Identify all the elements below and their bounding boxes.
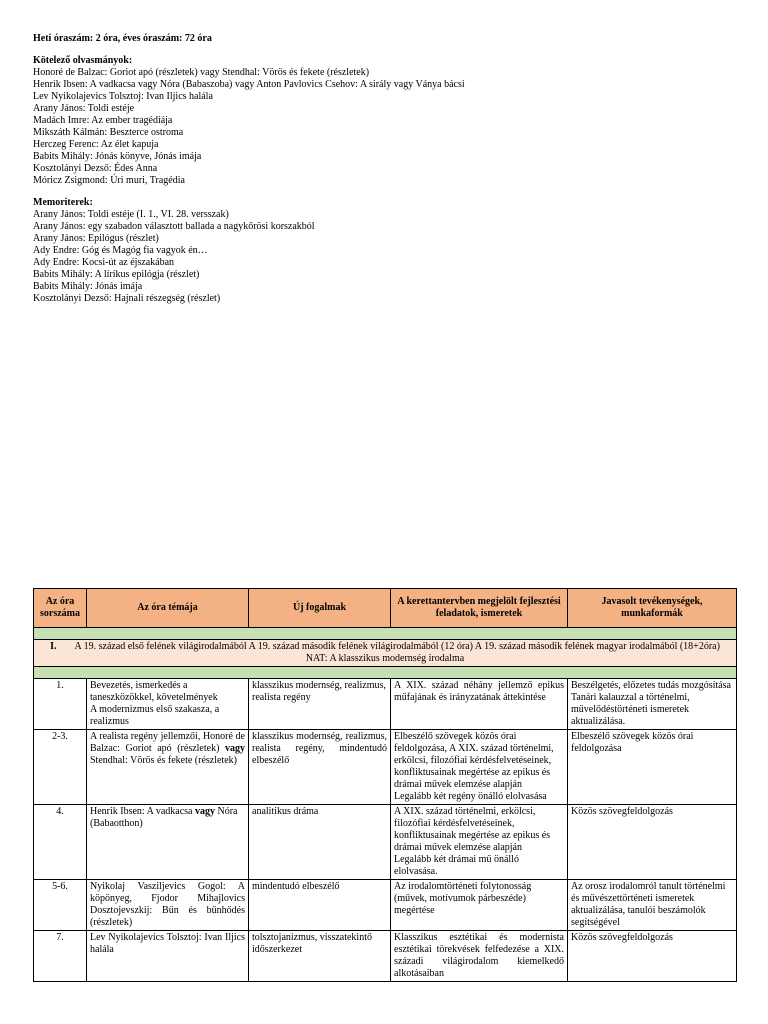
lesson-concepts: tolsztojanizmus, visszatekintő időszerkezet bbox=[249, 931, 391, 982]
lesson-activities: Az orosz irodalomról tanult történelmi és művészettörténeti ismeretek aktualizálása, tanulói beszámolók segítségével bbox=[568, 880, 737, 931]
lesson-tasks: Klasszikus esztétikai és modernista esztétikai törekvések felfedezése a XIX. századi világirodalom kiemelkedő alkotásaiban bbox=[391, 931, 568, 982]
memorize-item: Arany János: Toldi estéje (I. 1., VI. 28. versszak) bbox=[33, 209, 229, 220]
section-band-bottom bbox=[34, 667, 737, 679]
memorize-item: Kosztolányi Dezső: Hajnali részegség (részlet) bbox=[33, 293, 221, 304]
col-header-tasks: A kerettantervben megjelölt fejlesztési feladatok, ismeretek bbox=[391, 589, 568, 628]
lesson-tasks: Az irodalomtörténeti folytonosság (művek, motívumok párbeszéde) megértése bbox=[391, 880, 568, 931]
lesson-topic: Bevezetés, ismerkedés a taneszközökkel, követelmények A modernizmus első szakasza, a realizmus bbox=[87, 679, 249, 730]
lesson-activities: Közös szövegfeldolgozás bbox=[568, 931, 737, 982]
col-header-topic: Az óra témája bbox=[87, 589, 249, 628]
lesson-activities: Elbeszélő szövegek közös órai feldolgozása bbox=[568, 730, 737, 805]
lesson-tasks: Elbeszélő szövegek közös órai feldolgozása, A XIX. század történelmi, erkölcsi, filozófiai kérdésfelvetéseinek, konfliktusainak megértése az epikus és drámai művek elemzése alapján Legalább két regény önálló elolvasása bbox=[391, 730, 568, 805]
table-row bbox=[34, 931, 737, 982]
reading-item: Honoré de Balzac: Goriot apó (részletek) vagy Stendhal: Vörös és fekete (részletek) bbox=[33, 67, 370, 78]
section-number: I. bbox=[50, 641, 57, 652]
reading-item: Herczeg Ferenc: Az élet kapuja bbox=[33, 139, 159, 150]
reading-item: Móricz Zsigmond: Úri muri, Tragédia bbox=[33, 175, 185, 186]
reading-item: Babits Mihály: Jónás könyve, Jónás imája bbox=[33, 151, 202, 162]
col-header-activities: Javasolt tevékenységek, munkaformák bbox=[568, 589, 737, 628]
lesson-concepts: mindentudó elbeszélő bbox=[249, 880, 391, 931]
lesson-tasks: A XIX. század néhány jellemző epikus műfajának és irányzatának áttekintése bbox=[391, 679, 568, 730]
lesson-number: 7. bbox=[34, 931, 87, 982]
table-row bbox=[34, 805, 737, 880]
lesson-concepts: klasszikus modernség, realizmus, realista regény bbox=[249, 679, 391, 730]
lesson-number: 5-6. bbox=[34, 880, 87, 931]
memorize-item: Ady Endre: Góg és Magóg fia vagyok én… bbox=[33, 245, 208, 256]
table-header-row bbox=[34, 589, 737, 628]
reading-item: Madách Imre: Az ember tragédiája bbox=[33, 115, 173, 126]
memorize-item: Babits Mihály: A lírikus epilógja (részlet) bbox=[33, 269, 200, 280]
reading-item: Henrik Ibsen: A vadkacsa vagy Nóra (Babaszoba) vagy Anton Pavlovics Csehov: A sirály vagy Ványa bácsi bbox=[33, 79, 465, 90]
section-band-top bbox=[34, 628, 737, 640]
reading-item: Arany János: Toldi estéje bbox=[33, 103, 135, 114]
section-row bbox=[34, 640, 737, 667]
reading-item: Mikszáth Kálmán: Beszterce ostroma bbox=[33, 127, 184, 138]
lesson-concepts: analitikus dráma bbox=[249, 805, 391, 880]
lesson-concepts: klasszikus modernség, realizmus, realista regény, mindentudó elbeszélő bbox=[249, 730, 391, 805]
lesson-number: 2-3. bbox=[34, 730, 87, 805]
memorize-item: Arany János: egy szabadon választott ballada a nagykőrösi korszakból bbox=[33, 221, 315, 232]
lesson-topic: Nyikolaj Vasziljevics Gogol: A köpönyeg, Fjodor Mihajlovics Dosztojevszkij: Bűn és bűnhődés (részletek) bbox=[87, 880, 249, 931]
table-row bbox=[34, 679, 737, 730]
col-header-number: Az óra sorszáma bbox=[34, 589, 87, 628]
section-title: A 19. század első felének világirodalmából A 19. század második felének világirodalmából (12 óra) A 19. század második felének magyar irodalmából (18+2óra) bbox=[74, 641, 720, 652]
readings-heading: Kötelező olvasmányok: bbox=[33, 55, 133, 66]
lesson-activities: Közös szövegfeldolgozás bbox=[568, 805, 737, 880]
lesson-number: 1. bbox=[34, 679, 87, 730]
lesson-tasks: A XIX. század történelmi, erkölcsi, filozófiai kérdésfelvetéseinek, konfliktusainak megértése az epikus és drámai művek elemzése alapján Legalább két drámai mű önálló elolvasása. bbox=[391, 805, 568, 880]
hours-line: Heti óraszám: 2 óra, éves óraszám: 72 óra bbox=[33, 33, 212, 44]
table-row bbox=[34, 880, 737, 931]
memorize-heading: Memoriterek: bbox=[33, 197, 93, 208]
memorize-item: Babits Mihály: Jónás imája bbox=[33, 281, 143, 292]
table-row bbox=[34, 730, 737, 805]
lesson-topic: Henrik Ibsen: A vadkacsa vagy Nóra (Babaotthon) bbox=[87, 805, 249, 880]
lesson-number: 4. bbox=[34, 805, 87, 880]
lesson-topic: A realista regény jellemzői, Honoré de Balzac: Goriot apó (részletek) vagy Stendhal: Vörös és fekete (részletek) bbox=[87, 730, 249, 805]
col-header-concepts: Új fogalmak bbox=[249, 589, 391, 628]
intro-block bbox=[33, 33, 733, 305]
lesson-plan-table bbox=[33, 588, 737, 982]
memorize-item: Ady Endre: Kocsi-út az éjszakában bbox=[33, 257, 175, 268]
section-nat: NAT: A klasszikus modernség irodalma bbox=[305, 653, 465, 664]
lesson-activities: Beszélgetés, előzetes tudás mozgósítása Tanári kalauzzal a történelmi, művelődéstörténeti ismeretek aktualizálása. bbox=[568, 679, 737, 730]
reading-item: Lev Nyikolajevics Tolsztoj: Ivan Iljics halála bbox=[33, 91, 213, 102]
lesson-topic: Lev Nyikolajevics Tolsztoj: Ivan Iljics halála bbox=[87, 931, 249, 982]
memorize-item: Arany János: Epilógus (részlet) bbox=[33, 233, 159, 244]
reading-item: Kosztolányi Dezső: Édes Anna bbox=[33, 163, 158, 174]
